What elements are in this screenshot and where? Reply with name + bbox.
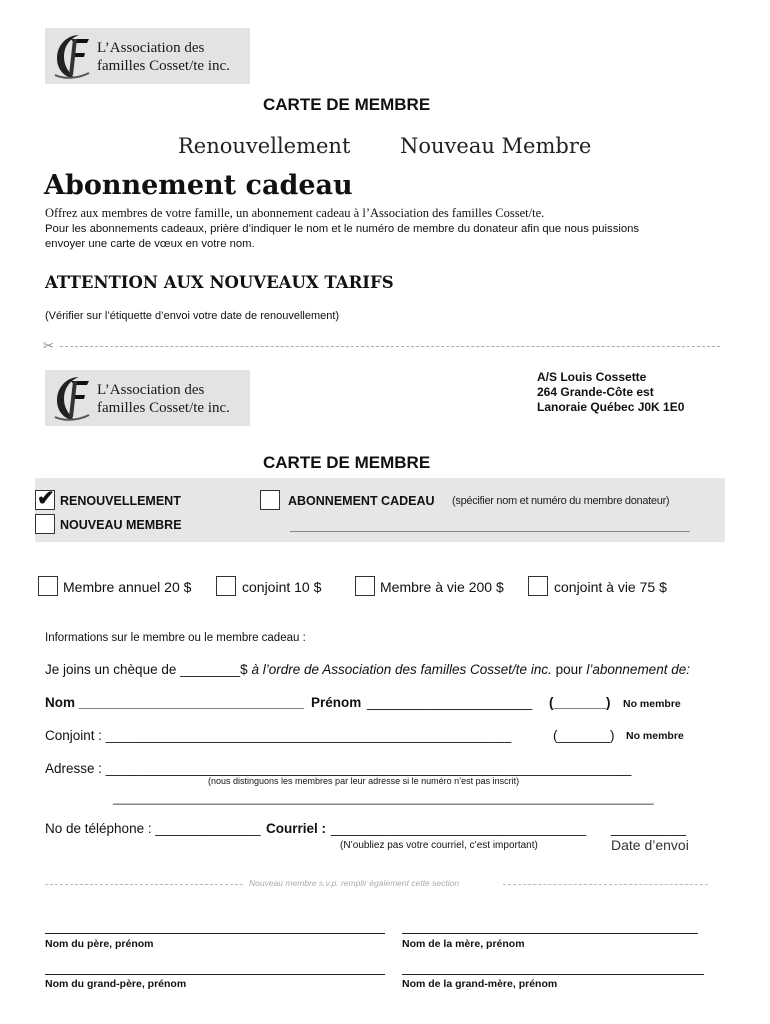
life-fee-label: Membre à vie 200 $ [380,579,504,595]
father-label: Nom du père, prénom [45,938,154,950]
section-divider-left [45,884,243,885]
address-note: (nous distinguons les membres par leur adresse si le numéro n’est pas inscrit) [208,776,520,786]
firstname-label: Prénom [311,695,362,710]
gift-text-2: Pour les abonnements cadeaux, prière d’indiquer le nom et le numéro de membre du donateur afin que nous puissions [45,223,640,235]
address-field-line2[interactable]: _________________________________________________________________________________ [113,791,654,805]
address-line3: Lanoraie Québec J0K 1E0 [537,400,685,414]
scissors-icon: ✂ [43,338,54,353]
gift-text-3: envoyer une carte de vœux en votre nom. [45,238,255,250]
logo-line2: familles Cosset/te inc. [97,58,230,74]
donor-line[interactable] [290,531,690,532]
spouse-field[interactable]: Conjoint : ______________________________________________________ [45,728,512,743]
grandmother-label: Nom de la grand-mère, prénom [402,978,558,990]
monogram-icon [49,31,95,81]
spouse-number-field[interactable]: (_______) [553,728,615,743]
cheque-payee: à l’ordre de Association des familles Cosset/te inc. [251,662,552,677]
annual-fee-label: Membre annuel 20 $ [63,579,192,595]
mailing-address [537,370,684,415]
gift-option-note: (spécifier nom et numéro du membre donateur) [452,495,670,507]
logo-line1: L’Association des [97,382,205,398]
section-divider-right [503,884,708,885]
mother-line[interactable] [402,933,698,934]
cheque-line [45,662,690,677]
logo-line2: familles Cosset/te inc. [97,400,230,416]
section-note: Nouveau membre s.v.p. remplir également cette section [249,878,460,888]
renewal-label: Renouvellement [178,134,351,158]
cheque-end: l’abonnement de: [586,662,690,677]
renewal-option-label: RENOUVELLEMENT [60,494,181,508]
cut-line [60,346,720,347]
address-field[interactable]: Adresse : ______________________________________________________________________ [45,761,632,776]
checkmark-icon: ✔ [37,487,55,510]
cheque-prefix: Je joins un chèque de ________$ [45,662,248,677]
spouse-fee-checkbox[interactable] [216,576,236,596]
new-member-option-label: NOUVEAU MEMBRE [60,518,182,532]
card-title: CARTE DE MEMBRE [263,453,431,472]
association-logo-2 [45,370,250,426]
grandfather-label: Nom du grand-père, prénom [45,978,187,990]
spouse-number-label: No membre [626,730,684,742]
cheque-suffix: pour [555,662,583,677]
address-line1: A/S Louis Cossette [537,370,647,384]
mother-label: Nom de la mère, prénom [402,938,525,950]
firstname-field[interactable]: ______________________ [367,695,533,710]
monogram-icon [49,373,95,423]
spouse-life-fee-label: conjoint à vie 75 $ [554,579,667,595]
email-label: Courriel : [266,821,327,836]
new-member-checkbox[interactable] [35,514,55,534]
spouse-fee-label: conjoint 10 $ [242,579,322,595]
grandfather-line[interactable] [45,974,385,975]
annual-fee-checkbox[interactable] [38,576,58,596]
association-logo [45,28,250,84]
gift-checkbox[interactable] [260,490,280,510]
name-field[interactable]: Nom ______________________________ [45,695,304,710]
date-field[interactable]: __________ [611,821,687,836]
renewal-checkbox[interactable] [35,487,55,510]
page-title: CARTE DE MEMBRE [263,95,431,114]
gift-text-1: Offrez aux membres de votre famille, un abonnement cadeau à l’Association des familles Cosset/te. [45,206,545,220]
member-number-label: No membre [623,698,681,710]
logo-line1: L’Association des [97,40,205,56]
verify-note: (Vérifier sur l’étiquette d’envoi votre date de renouvellement) [45,310,340,322]
new-member-label: Nouveau Membre [400,134,592,158]
father-line[interactable] [45,933,385,934]
email-note: (N’oubliez pas votre courriel, c’est important) [340,840,538,851]
life-fee-checkbox[interactable] [355,576,375,596]
membership-options-panel [35,478,725,542]
grandmother-line[interactable] [402,974,704,975]
attention-heading: ATTENTION AUX NOUVEAUX TARIFS [45,273,394,292]
gift-option-label: ABONNEMENT CADEAU [288,494,435,508]
gift-heading: Abonnement cadeau [44,170,353,201]
address-line2: 264 Grande-Côte est [537,385,654,399]
member-number-field[interactable]: (_______) [549,695,611,710]
phone-field[interactable]: No de téléphone : ______________ [45,821,261,836]
info-label: Informations sur le membre ou le membre cadeau : [45,632,306,644]
spouse-life-fee-checkbox[interactable] [528,576,548,596]
date-label: Date d’envoi [611,837,689,853]
email-field[interactable]: __________________________________ [331,821,587,836]
